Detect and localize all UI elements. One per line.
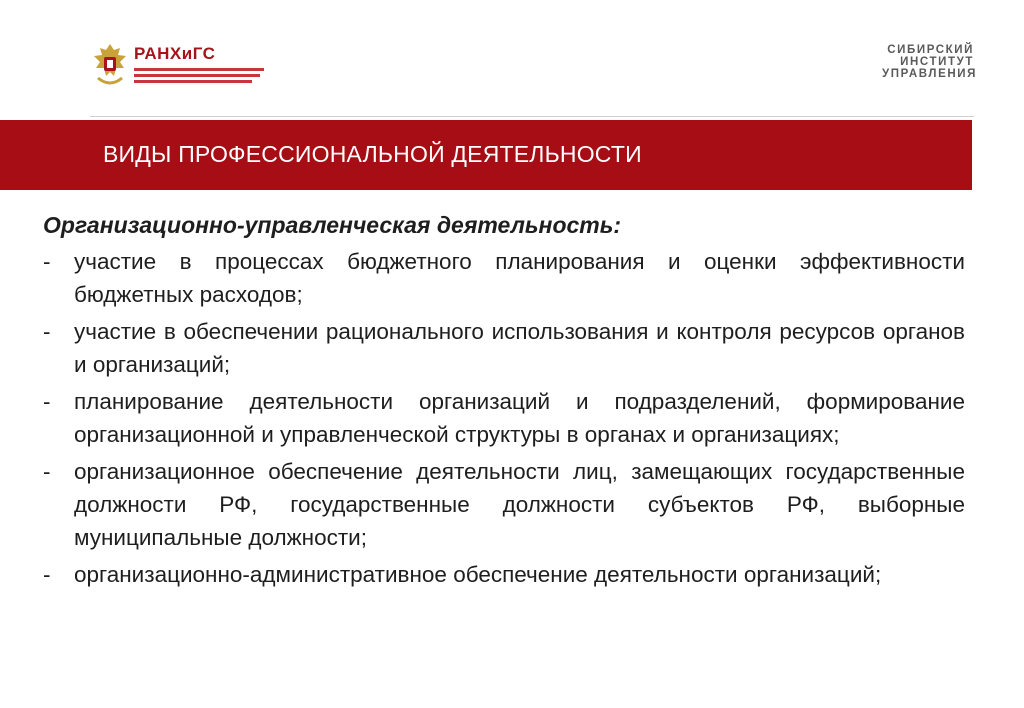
bullet-dash: - bbox=[43, 562, 51, 587]
institute-name-line: УПРАВЛЕНИЯ bbox=[882, 68, 977, 80]
ranepa-logo bbox=[90, 40, 330, 90]
list-item bbox=[43, 558, 965, 591]
institute-name-line: ИНСТИТУТ bbox=[900, 56, 974, 68]
institute-name-line: СИБИРСКИЙ bbox=[887, 44, 974, 56]
list-item bbox=[43, 455, 965, 554]
activity-list bbox=[43, 245, 965, 591]
bullet-dash: - bbox=[43, 459, 51, 484]
logo-subline bbox=[134, 74, 260, 77]
section-heading: Организационно-управленческая деятельность: bbox=[43, 212, 622, 238]
list-item-text: участие в процессах бюджетного планирования и оценки эффективности бюджетных расходов; bbox=[74, 249, 965, 307]
list-item bbox=[43, 245, 965, 311]
logo-subline bbox=[134, 68, 264, 71]
siberian-institute-logo bbox=[882, 44, 977, 80]
list-item bbox=[43, 385, 965, 451]
list-item bbox=[43, 315, 965, 381]
ranepa-brand-name: РАНХиГС bbox=[134, 44, 216, 63]
list-item-text: организационное обеспечение деятельности лиц, замещающих государственные должности РФ, государственные должности субъектов РФ, выборные муниципальные должности; bbox=[74, 459, 965, 550]
bullet-dash: - bbox=[43, 249, 51, 274]
bullet-dash: - bbox=[43, 319, 51, 344]
slide-title: ВИДЫ ПРОФЕССИОНАЛЬНОЙ ДЕЯТЕЛЬНОСТИ bbox=[103, 141, 642, 167]
logo-subline bbox=[134, 80, 252, 83]
list-item-text: организационно-административное обеспечение деятельности организаций; bbox=[74, 562, 882, 587]
title-banner bbox=[0, 120, 972, 190]
eagle-emblem-icon bbox=[90, 40, 130, 90]
list-item-text: участие в обеспечении рационального использования и контроля ресурсов органов и организаций; bbox=[74, 319, 965, 377]
slide-body bbox=[43, 209, 965, 595]
header-divider bbox=[90, 116, 974, 117]
bullet-dash: - bbox=[43, 389, 51, 414]
list-item-text: планирование деятельности организаций и подразделений, формирование организационной и управленческой структуры в органах и организациях; bbox=[74, 389, 965, 447]
